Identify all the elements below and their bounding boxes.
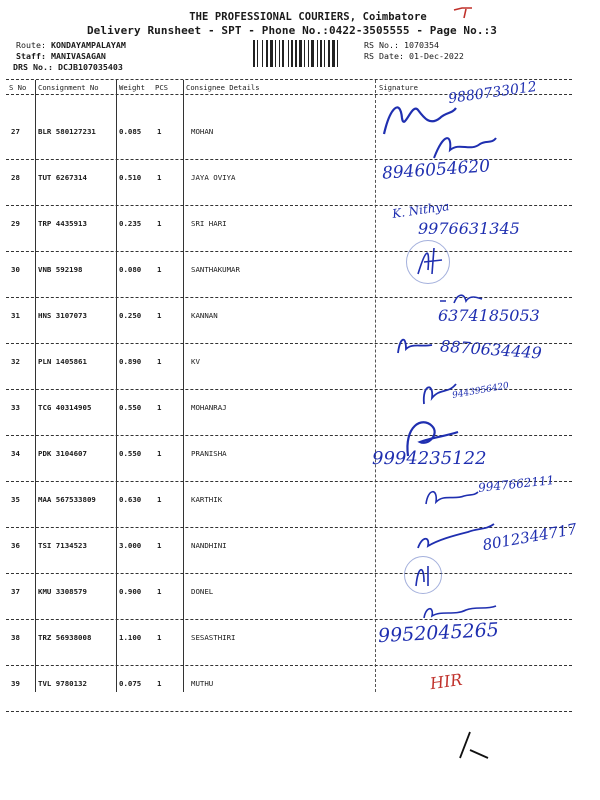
row-consignment-no: PDK 3104607 xyxy=(38,449,87,458)
row-separator xyxy=(6,711,572,712)
row-sno: 29 xyxy=(11,219,20,228)
row-sno: 38 xyxy=(11,633,20,642)
row-weight: 0.630 xyxy=(119,495,142,504)
barcode-bar xyxy=(308,40,309,67)
row-sno: 39 xyxy=(11,679,20,688)
barcode-bar xyxy=(275,40,276,67)
row-consignee: KARTHIK xyxy=(191,495,223,504)
rs-no-label: RS No.: xyxy=(364,40,399,50)
route-line xyxy=(16,40,126,50)
col-consignee: Consignee Details xyxy=(186,83,260,92)
row-consignment-no: VNB 592198 xyxy=(38,265,83,274)
drs-line xyxy=(13,62,123,72)
col-pcs: PCS xyxy=(155,83,168,92)
barcode-bar xyxy=(299,40,302,67)
col-signature: Signature xyxy=(379,83,418,92)
row-weight: 0.250 xyxy=(119,311,142,320)
row-consignment-no: TRZ 56938008 xyxy=(38,633,92,642)
barcode-bar xyxy=(320,40,322,67)
row-weight: 0.550 xyxy=(119,403,142,412)
row-sno: 33 xyxy=(11,403,20,412)
row-pcs: 1 xyxy=(157,449,162,458)
row-consignee: MOHAN xyxy=(191,127,214,136)
barcode-bar xyxy=(328,40,330,67)
drs-value: DCJB107035403 xyxy=(57,62,123,72)
row-consignment-no: BLR 580127231 xyxy=(38,127,96,136)
staff-value: MANIVASAGAN xyxy=(50,51,106,61)
handwritten-phone-34: 9994235122 xyxy=(372,448,487,469)
row-weight: 0.900 xyxy=(119,587,142,596)
row-consignment-no: PLN 1405861 xyxy=(38,357,87,366)
rs-no-line xyxy=(364,40,439,50)
barcode-bar xyxy=(266,40,268,67)
staff-label: Staff: xyxy=(16,51,46,61)
drs-label: DRS No.: xyxy=(13,62,53,72)
row-pcs: 1 xyxy=(157,541,162,550)
barcode-bar xyxy=(304,40,305,67)
row-consignee: DONEL xyxy=(191,587,214,596)
route-label: Route: xyxy=(16,40,46,50)
row-weight: 0.550 xyxy=(119,449,142,458)
barcode-bar xyxy=(288,40,289,67)
handwritten-phone-38: 9952045265 xyxy=(377,618,500,648)
row-consignment-no: KMU 3308579 xyxy=(38,587,87,596)
row-separator xyxy=(6,205,572,206)
header-rule-top xyxy=(6,79,572,80)
barcode-bar xyxy=(257,40,258,67)
staff-line xyxy=(16,51,106,61)
barcode-bar xyxy=(324,40,325,67)
row-sno: 28 xyxy=(11,173,20,182)
row-sno: 30 xyxy=(11,265,20,274)
route-value: KONDAYAMPALAYAM xyxy=(50,40,126,50)
row-separator xyxy=(6,251,572,252)
handwritten-note-39: HIR xyxy=(428,669,464,694)
row-sno: 35 xyxy=(11,495,20,504)
col-consignment: Consignment No xyxy=(38,83,99,92)
handwritten-name-29: K. Nithya xyxy=(391,199,451,221)
handwritten-phone-31: 6374185053 xyxy=(438,306,540,325)
handwritten-phone-33: 9443956420 xyxy=(451,381,510,401)
row-separator xyxy=(6,665,572,666)
row-consignment-no: TVL 9780132 xyxy=(38,679,87,688)
row-weight: 0.235 xyxy=(119,219,142,228)
handwritten-phone-35: 9947662111 xyxy=(477,473,555,495)
row-weight: 0.890 xyxy=(119,357,142,366)
barcode-bar xyxy=(332,40,335,67)
row-consignee: KANNAN xyxy=(191,311,218,320)
barcode-bar xyxy=(279,40,280,67)
signature-37 xyxy=(408,560,440,590)
row-sno: 36 xyxy=(11,541,20,550)
runsheet-title: Delivery Runsheet - SPT - Phone No.:0422-3505555 - Page No.:3 xyxy=(86,24,498,37)
row-weight: 0.510 xyxy=(119,173,142,182)
row-sno: 31 xyxy=(11,311,20,320)
rs-date-line xyxy=(364,51,464,61)
row-consignment-no: HNS 3107073 xyxy=(38,311,87,320)
row-sno: 27 xyxy=(11,127,20,136)
barcode-bar xyxy=(317,40,318,67)
row-pcs: 1 xyxy=(157,127,162,136)
handwritten-phone-32: 8870634449 xyxy=(439,336,543,363)
barcode-bar xyxy=(295,40,297,67)
barcode-bar xyxy=(311,40,314,67)
company-title: THE PROFESSIONAL COURIERS, Coimbatore xyxy=(189,11,427,23)
row-consignment-no: TSI 7134523 xyxy=(38,541,87,550)
row-consignee: MOHANRAJ xyxy=(191,403,227,412)
row-consignment-no: TCG 40314905 xyxy=(38,403,92,412)
barcode-bar xyxy=(270,40,273,67)
signature-32 xyxy=(394,333,438,357)
row-sno: 32 xyxy=(11,357,20,366)
row-consignee: SANTHAKUMAR xyxy=(191,265,240,274)
row-weight: 0.075 xyxy=(119,679,142,688)
row-pcs: 1 xyxy=(157,265,162,274)
row-weight: 3.000 xyxy=(119,541,142,550)
row-weight: 0.085 xyxy=(119,127,142,136)
row-consignee: KV xyxy=(191,357,200,366)
row-consignee: NANDHINI xyxy=(191,541,227,550)
barcode-bar xyxy=(262,40,263,67)
bottom-ink-mark xyxy=(456,728,496,762)
rs-date-value: 01-Dec-2022 xyxy=(408,51,464,61)
row-sno: 37 xyxy=(11,587,20,596)
row-pcs: 1 xyxy=(157,311,162,320)
row-consignment-no: TRP 4435913 xyxy=(38,219,87,228)
handwritten-phone-27: 9880733012 xyxy=(447,78,538,108)
col-weight: Weight xyxy=(119,83,145,92)
row-pcs: 1 xyxy=(157,679,162,688)
row-separator xyxy=(6,435,572,436)
row-pcs: 1 xyxy=(157,403,162,412)
handwritten-phone-29: 9976631345 xyxy=(418,219,520,238)
signature-35 xyxy=(420,484,480,512)
barcode-bar xyxy=(337,40,338,67)
row-consignee: SRI HARI xyxy=(191,219,227,228)
row-pcs: 1 xyxy=(157,495,162,504)
row-pcs: 1 xyxy=(157,357,162,366)
row-pcs: 1 xyxy=(157,173,162,182)
row-consignee: JAYA OVIYA xyxy=(191,173,236,182)
row-consignee: MUTHU xyxy=(191,679,214,688)
row-separator xyxy=(6,573,572,574)
row-consignment-no: MAA 567533809 xyxy=(38,495,96,504)
row-pcs: 1 xyxy=(157,219,162,228)
row-weight: 0.080 xyxy=(119,265,142,274)
signature-30 xyxy=(410,244,450,280)
barcode-bar xyxy=(253,40,255,67)
col-sno: S No xyxy=(9,83,27,92)
barcode-bar xyxy=(291,40,293,67)
barcode-bar xyxy=(282,40,284,67)
row-consignee: PRANISHA xyxy=(191,449,227,458)
row-pcs: 1 xyxy=(157,587,162,596)
handwritten-phone-28: 8946054620 xyxy=(381,156,491,184)
barcode xyxy=(253,40,357,67)
rs-no-value: 1070354 xyxy=(403,40,439,50)
rs-date-label: RS Date: xyxy=(364,51,404,61)
row-consignee: SESASTHIRI xyxy=(191,633,236,642)
row-pcs: 1 xyxy=(157,633,162,642)
row-consignment-no: TUT 6267314 xyxy=(38,173,87,182)
row-sno: 34 xyxy=(11,449,20,458)
row-weight: 1.100 xyxy=(119,633,142,642)
handwritten-phone-36: 8012344717 xyxy=(481,519,579,555)
